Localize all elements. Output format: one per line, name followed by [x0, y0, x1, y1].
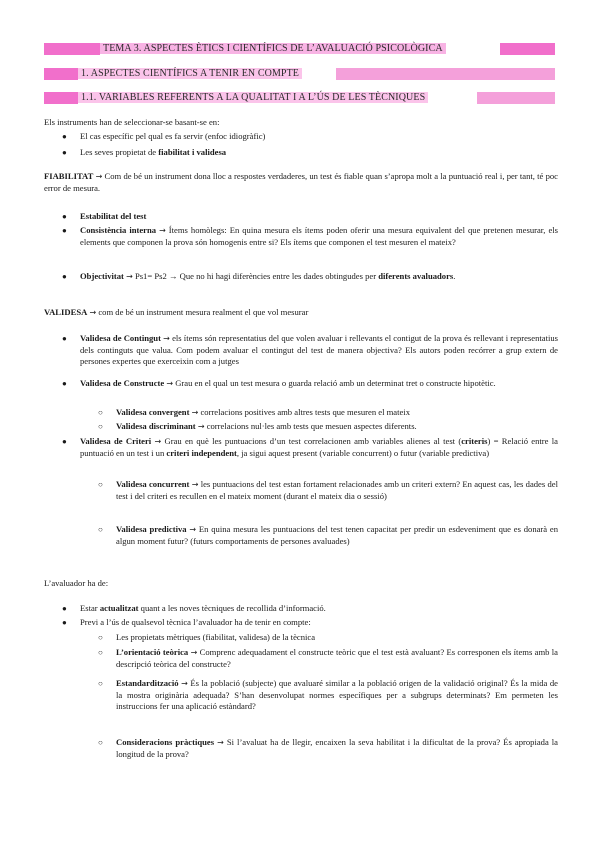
sub-bullet: ○ [98, 525, 103, 534]
list-item: Validesa de Criteri → Grau en què les puntuacions d’un test correlacionen amb variables alienes al test (criteris) = Relació entre la puntuació en un test i un criteri independent, ja sigui aquest present (variable concurrent) o futur (variable predictiva) [80, 436, 558, 458]
list-item: Validesa de Contingut → els ítems són representatius del que volen avaluar i rellevants el contigut de la prova és rellevant i representatius dels continguts que valua. Com podem avaluar el contingut del test de manera objectiva? Els autors poden recórrer a grup extern de persones expertes que exerceixin com a jutges [80, 333, 558, 367]
sub-bullet: ○ [98, 738, 103, 747]
list-item: El cas específic pel qual es fa servir (enfoc idiogràfic) [80, 131, 266, 141]
sub-list-item: Validesa predictiva → En quina mesura les puntuacions del test tenen capacitat per predir un esdeveniment que es donarà en algun moment futur? (futurs comportaments de persones avaluades) [116, 524, 559, 546]
subsection-accent-bar-right [477, 92, 555, 104]
subsection-heading: 1.1. VARIABLES REFERENTS A LA QUALITAT I A L’ÚS DE LES TÈCNIQUES [78, 91, 428, 105]
sub-list-item: Validesa convergent → correlacions positives amb altres tests que mesuren el mateix [116, 407, 410, 417]
bullet: ● [62, 618, 67, 627]
list-item: Validesa de Constructe → Grau en el qual un test mesura o guarda relació amb un determinat tret o constructe hipotètic. [80, 378, 496, 388]
bullet: ● [62, 334, 67, 343]
bullet: ● [62, 212, 67, 221]
title-accent-bar-right [500, 43, 555, 55]
sub-list-item: Estandardització → És la població (subjecte) que avaluaré similar a la població origen de la validació original? És la mida de la mostra originària adequada? S’han desenvolupat normes específiques per a subgrups determinats? Em permeten les instruccions fer una aplicació estàndard? [116, 678, 558, 712]
bullet: ● [62, 148, 67, 157]
fiabilitat-definition: FIABILITAT → Com de bé un instrument dona lloc a respostes verdaderes, un test és fiable quan s’apropa molt a la puntuació real i, per tant, té poc error de mesura. [44, 171, 558, 193]
list-item: Estar actualitzat quant a les noves tècniques de recollida d’informació. [80, 603, 326, 613]
sub-list-item: Consideracions pràctiques → Si l’avaluat ha de llegir, encaixen la seva habilitat i la dificultat de la prova? És apropiada la longitud de la prova? [116, 737, 558, 759]
doc-title: TEMA 3. ASPECTES ÈTICS I CIENTÍFICS DE L’AVALUACIÓ PSICOLÒGICA [100, 42, 446, 56]
sub-bullet: ○ [98, 648, 103, 657]
bullet: ● [62, 604, 67, 613]
list-item: Les seves propietat de fiabilitat i validesa [80, 147, 227, 157]
bullet: ● [62, 437, 67, 446]
section-heading: 1. ASPECTES CIENTÍFICS A TENIR EN COMPTE [78, 67, 302, 81]
validesa-definition: VALIDESA → com de bé un instrument mesura realment el que vol mesurar [44, 307, 309, 317]
subsection-accent-bar [44, 92, 78, 104]
sub-list-item: Les propietats mètriques (fiabilitat, validesa) de la tècnica [116, 632, 316, 642]
sub-list-item: Validesa concurrent → les puntuacions del test estan fortament relacionades amb un criteri extern? En aquest cas, les dades del test i del criteri es recullen en el mateix moment (durant el mateix dia o sessió) [116, 479, 558, 501]
sub-list-item: Validesa discriminant → correlacions nul·les amb tests que mesuen aspectes diferents. [116, 421, 417, 431]
sub-bullet: ○ [98, 408, 103, 417]
sub-bullet: ○ [98, 422, 103, 431]
sub-bullet: ○ [98, 679, 103, 688]
list-item: Estabilitat del test [80, 211, 147, 221]
bullet: ● [62, 132, 67, 141]
bullet: ● [62, 379, 67, 388]
avaluador-intro: L’avaluador ha de: [44, 578, 109, 588]
bullet: ● [62, 272, 67, 281]
intro-text: Els instruments han de seleccionar-se basant-se en: [44, 117, 220, 127]
list-item: Previ a l’ús de qualsevol tècnica l’avaluador ha de tenir en compte: [80, 617, 311, 627]
sub-bullet: ○ [98, 480, 103, 489]
title-accent-bar-left [44, 43, 100, 55]
sub-bullet: ○ [98, 633, 103, 642]
section-accent-bar [44, 68, 78, 80]
list-item: Objectivitat → Ps1= Ps2 → Que no hi hagi diferències entre les dades obtingudes per diferents avaluadors. [80, 271, 456, 281]
list-item: Consistència interna → Ítems homòlegs: En quina mesura els ítems poden oferir una mesura equivalent del que pretenen mesurar, els elements que componen la prova són homogenis entre si? Els ítems que componen el test mesuren el mateix? [80, 225, 559, 247]
bullet: ● [62, 226, 67, 235]
section-accent-bar-right [336, 68, 555, 80]
sub-list-item: L’orientació teòrica → Comprenc adequadament el constructe teòric que el test està avaluant? Es corresponen els ítems amb la descripció teòrica del constructe? [116, 647, 558, 669]
